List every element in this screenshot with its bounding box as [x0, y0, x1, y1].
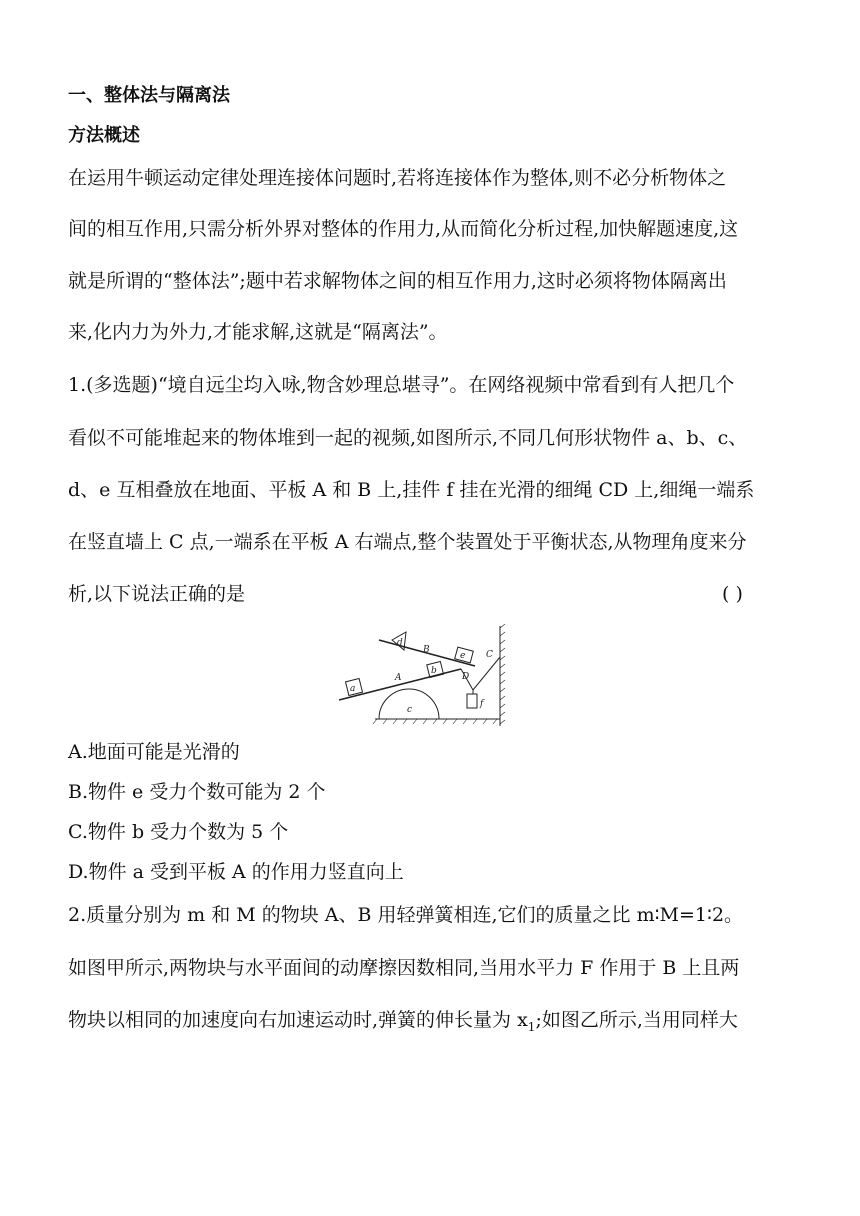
label-b: b	[431, 666, 437, 676]
question-2-line: 2.质量分别为 m 和 M 的物块 A、B 用轻弹簧相连,它们的质量之比 m∶M=1∶2。	[68, 904, 744, 926]
question-2-line	[68, 1008, 788, 1039]
intro-line: 在运用牛顿运动定律处理连接体问题时,若将连接体作为整体,则不必分析物体之	[68, 167, 727, 189]
label-f: f	[480, 699, 484, 709]
question-2-text: ;如图乙所示,当用同样大	[535, 1009, 738, 1031]
label-e: e	[460, 651, 466, 661]
question-1-line: 析,以下说法正确的是	[68, 583, 246, 605]
subscript-1: 1	[527, 1019, 536, 1034]
question-2-line: 如图甲所示,两物块与水平面间的动摩擦因数相同,当用水平力 F 作用于 B 上且两	[68, 957, 740, 979]
ground-hatch	[373, 719, 497, 724]
label-point-c: C	[486, 650, 493, 660]
question-1-line: 在竖直墙上 C 点,一端系在平板 A 右端点,整个装置处于平衡状态,从物理角度来分	[68, 531, 747, 553]
intro-line: 来,化内力为外力,才能求解,这就是“隔离法”。	[68, 321, 448, 343]
question-2-text: 物块以相同的加速度向右加速运动时,弹簧的伸长量为 x	[68, 1009, 528, 1031]
answer-parentheses: ( )	[722, 583, 743, 605]
label-d: d	[397, 638, 403, 648]
label-c: c	[407, 705, 413, 715]
hanger-f	[467, 694, 477, 708]
label-point-d: D	[462, 672, 470, 682]
subsection-title: 方法概述	[68, 125, 140, 146]
label-plank-a: A	[395, 673, 402, 683]
question-1-line: 看似不可能堆起来的物体堆到一起的视频,如图所示,不同几何形状物件 a、b、c、	[68, 427, 748, 449]
stacking-objects-figure	[337, 624, 507, 728]
option-a: A.地面可能是光滑的	[68, 741, 240, 763]
intro-line: 间的相互作用,只需分析外界对整体的作用力,从而简化分析过程,加快解题速度,这	[68, 218, 739, 240]
option-c: C.物件 b 受力个数为 5 个	[68, 821, 289, 843]
section-title: 一、整体法与隔离法	[68, 85, 230, 106]
label-a: a	[350, 684, 356, 694]
question-1-line: d、e 互相叠放在地面、平板 A 和 B 上,挂件 f 挂在光滑的细绳 CD 上,细绳一端系	[68, 479, 755, 501]
label-plank-b: B	[423, 645, 430, 655]
intro-line: 就是所谓的“整体法”;题中若求解物体之间的相互作用力,这时必须将物体隔离出	[68, 270, 727, 292]
option-b: B.物件 e 受力个数可能为 2 个	[68, 781, 326, 803]
wall-hatch	[500, 624, 505, 724]
option-d: D.物件 a 受到平板 A 的作用力竖直向上	[68, 861, 404, 883]
question-1-line: 1.(多选题)“境自远尘均入咏,物含妙理总堪寻”。在网络视频中常看到有人把几个	[68, 374, 735, 396]
